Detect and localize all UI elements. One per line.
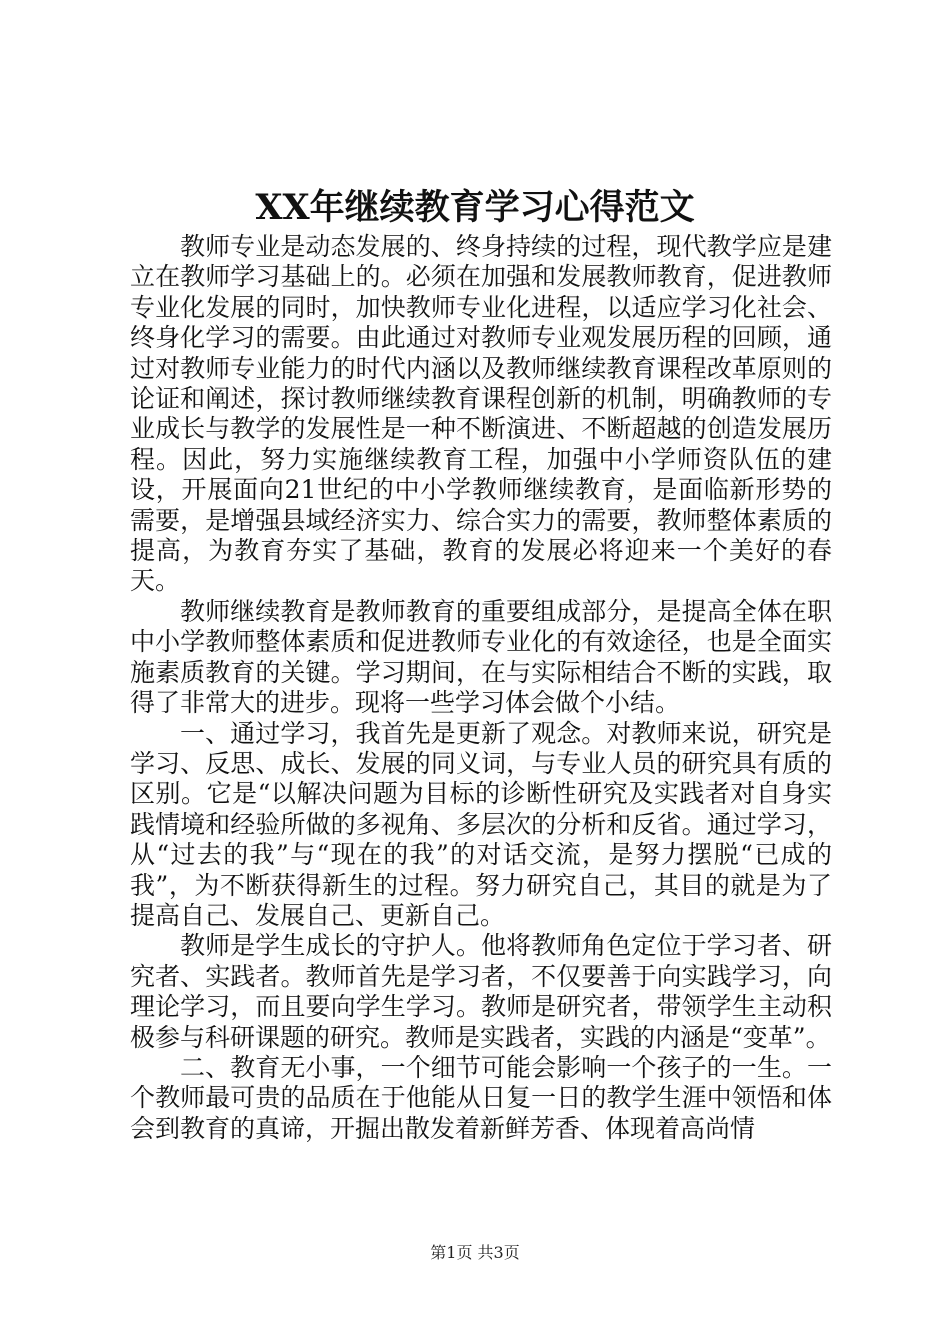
paragraph: 二、教育无小事，一个细节可能会影响一个孩子的一生。一个教师最可贵的品质在于他能从日复一日的教学生涯中领悟和体会到教育的真谛，开掘出散发着新鲜芳香、体现着高尚情	[130, 1052, 832, 1143]
paragraph: 教师专业是动态发展的、终身持续的过程，现代教学应是建立在教师学习基础上的。必须在加强和发展教师教育，促进教师专业化发展的同时，加快教师专业化进程，以适应学习化社会、终身化学习的需要。由此通过对教师专业观发展历程的回顾，通过对教师专业能力的时代内涵以及教师继续教育课程改革原则的论证和阐述，探讨教师继续教育课程创新的机制，明确教师的专业成长与教学的发展性是一种不断演进、不断超越的创造发展历程。因此，努力实施继续教育工程，加强中小学师资队伍的建设，开展面向21世纪的中小学教师继续教育，是面临新形势的需要，是增强县域经济实力、综合实力的需要，教师整体素质的提高，为教育夯实了基础，教育的发展必将迎来一个美好的春天。	[130, 232, 832, 596]
page-number-footer: 第1页 共3页	[430, 1243, 520, 1262]
paragraph: 教师继续教育是教师教育的重要组成部分，是提高全体在职中小学教师整体素质和促进教师专业化的有效途径，也是全面实施素质教育的关键。学习期间，在与实际相结合不断的实践，取得了非常大的进步。现将一些学习体会做个小结。	[130, 596, 832, 718]
paragraph: 教师是学生成长的守护人。他将教师角色定位于学习者、研究者、实践者。教师首先是学习者，不仅要善于向实践学习，向理论学习，而且要向学生学习。教师是研究者，带领学生主动积极参与科研课题的研究。教师是实践者，实践的内涵是“变革”。	[130, 931, 832, 1052]
paragraph: 一、通过学习，我首先是更新了观念。对教师来说，研究是学习、反思、成长、发展的同义词，与专业人员的研究具有质的区别。它是“以解决问题为目标的诊断性研究及实践者对自身实践情境和经验所做的多视角、多层次的分析和反省。通过学习，从“过去的我”与“现在的我”的对话交流，是努力摆脱“已成的我”，为不断获得新生的过程。努力研究自己，其目的就是为了提高自己、发展自己、更新自己。	[130, 718, 832, 930]
document-body	[130, 232, 832, 1144]
document-title: XX年继续教育学习心得范文	[255, 187, 695, 228]
